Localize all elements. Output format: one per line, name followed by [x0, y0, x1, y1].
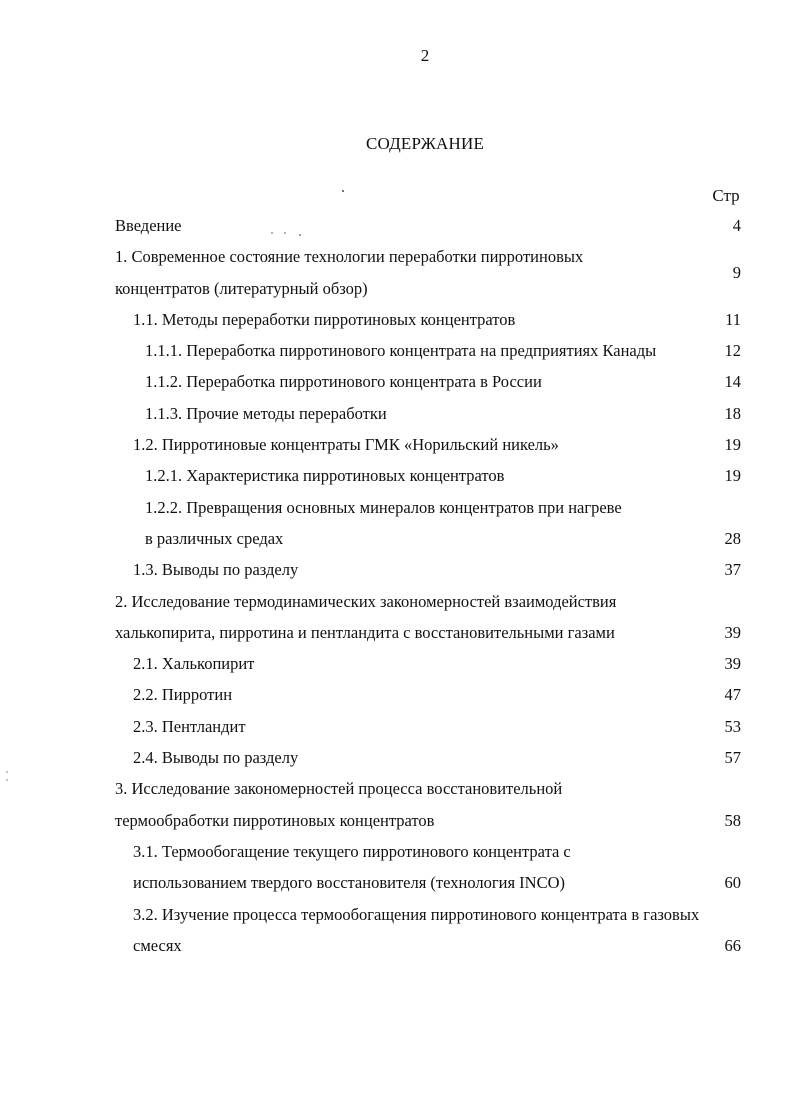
toc-entry-text: 3.2. Изучение процесса термообогащения пирротинового концентрата в газовых смесях	[133, 904, 700, 955]
toc-entry[interactable]	[0, 460, 795, 491]
toc-entry-text: 2.1. Халькопирит	[133, 654, 255, 674]
toc-entry-text: 1.2.1. Характеристика пирротиновых концентратов	[145, 466, 505, 486]
toc-entry-page: 11	[725, 309, 741, 329]
toc-entry[interactable]	[0, 429, 795, 460]
toc-entry[interactable]	[0, 742, 795, 773]
toc-entry-page: 66	[724, 935, 741, 955]
scan-speck	[342, 190, 344, 192]
toc-entry-text: 1.2. Пирротиновые концентраты ГМК «Норильский никель»	[133, 435, 559, 455]
toc-entry-text: 1.1.2. Переработка пирротинового концентрата в России	[145, 372, 542, 392]
toc-entry[interactable]	[0, 304, 795, 335]
page-column-label: Стр	[712, 186, 740, 205]
table-of-contents	[0, 210, 795, 961]
toc-entry-text: 2.3. Пентландит	[133, 716, 246, 736]
toc-entry[interactable]	[0, 335, 795, 366]
toc-entry-page: 37	[724, 560, 741, 580]
toc-entry[interactable]	[0, 773, 795, 836]
toc-entry-page: 57	[724, 748, 741, 768]
toc-entry-page: 39	[724, 622, 741, 642]
toc-entry-text: 1. Современное состояние технологии переработки пирротиновых концентратов (литературный обзор)	[115, 247, 584, 298]
toc-entry-page: 14	[724, 372, 741, 392]
toc-entry-page: 19	[724, 466, 741, 486]
toc-entry[interactable]	[0, 492, 795, 555]
toc-entry-page: 47	[724, 685, 741, 705]
toc-entry-text: 3.1. Термообогащение текущего пирротинового концентрата с использованием твердого восстановителя (технология INCO)	[133, 841, 571, 893]
toc-entry-page: 39	[724, 654, 741, 674]
toc-entry[interactable]	[0, 679, 795, 710]
toc-entry-page: 18	[724, 403, 741, 423]
toc-entry-text: 3. Исследование закономерностей процесса восстановительной термообработки пирротиновых концентратов	[115, 779, 563, 830]
toc-entry[interactable]	[0, 210, 795, 241]
toc-entry[interactable]	[0, 899, 795, 962]
toc-entry-text: 2.4. Выводы по разделу	[133, 748, 299, 768]
toc-entry-page: 28	[724, 528, 741, 548]
toc-entry-text: 1.1. Методы переработки пирротиновых концентратов	[133, 309, 516, 329]
toc-entry[interactable]	[0, 398, 795, 429]
page-title: СОДЕРЖАНИЕ	[365, 134, 485, 153]
toc-entry-page: 9	[732, 262, 741, 282]
toc-entry-page: 60	[724, 873, 741, 893]
toc-entry-text: 1.3. Выводы по разделу	[133, 560, 299, 580]
toc-entry-page: 19	[724, 435, 741, 455]
toc-entry-page: 53	[724, 716, 741, 736]
toc-entry-page: 58	[724, 810, 741, 830]
toc-entry[interactable]	[0, 554, 795, 585]
toc-entry[interactable]	[0, 586, 795, 649]
toc-entry-text: Введение	[115, 216, 182, 235]
toc-entry[interactable]	[0, 648, 795, 679]
toc-entry-text: 2. Исследование термодинамических закономерностей взаимодействия халькопирита, пирротина и пентландита с восстановительными газами	[115, 591, 617, 642]
toc-entry[interactable]	[0, 836, 795, 899]
toc-entry[interactable]	[0, 366, 795, 397]
toc-entry-text: 2.2. Пирротин	[133, 685, 233, 705]
toc-entry-text: 1.1.1. Переработка пирротинового концентрата на предприятиях Канады	[145, 341, 657, 361]
toc-entry-text: 1.1.3. Прочие методы переработки	[145, 403, 387, 423]
toc-entry-page: 12	[724, 341, 741, 361]
toc-entry[interactable]	[0, 241, 795, 304]
toc-entry-text: 1.2.2. Превращения основных минералов концентратов при нагреве в различных средах	[145, 497, 622, 548]
toc-entry-page: 4	[732, 216, 741, 235]
page-number: 2	[420, 46, 430, 65]
toc-entry[interactable]	[0, 711, 795, 742]
